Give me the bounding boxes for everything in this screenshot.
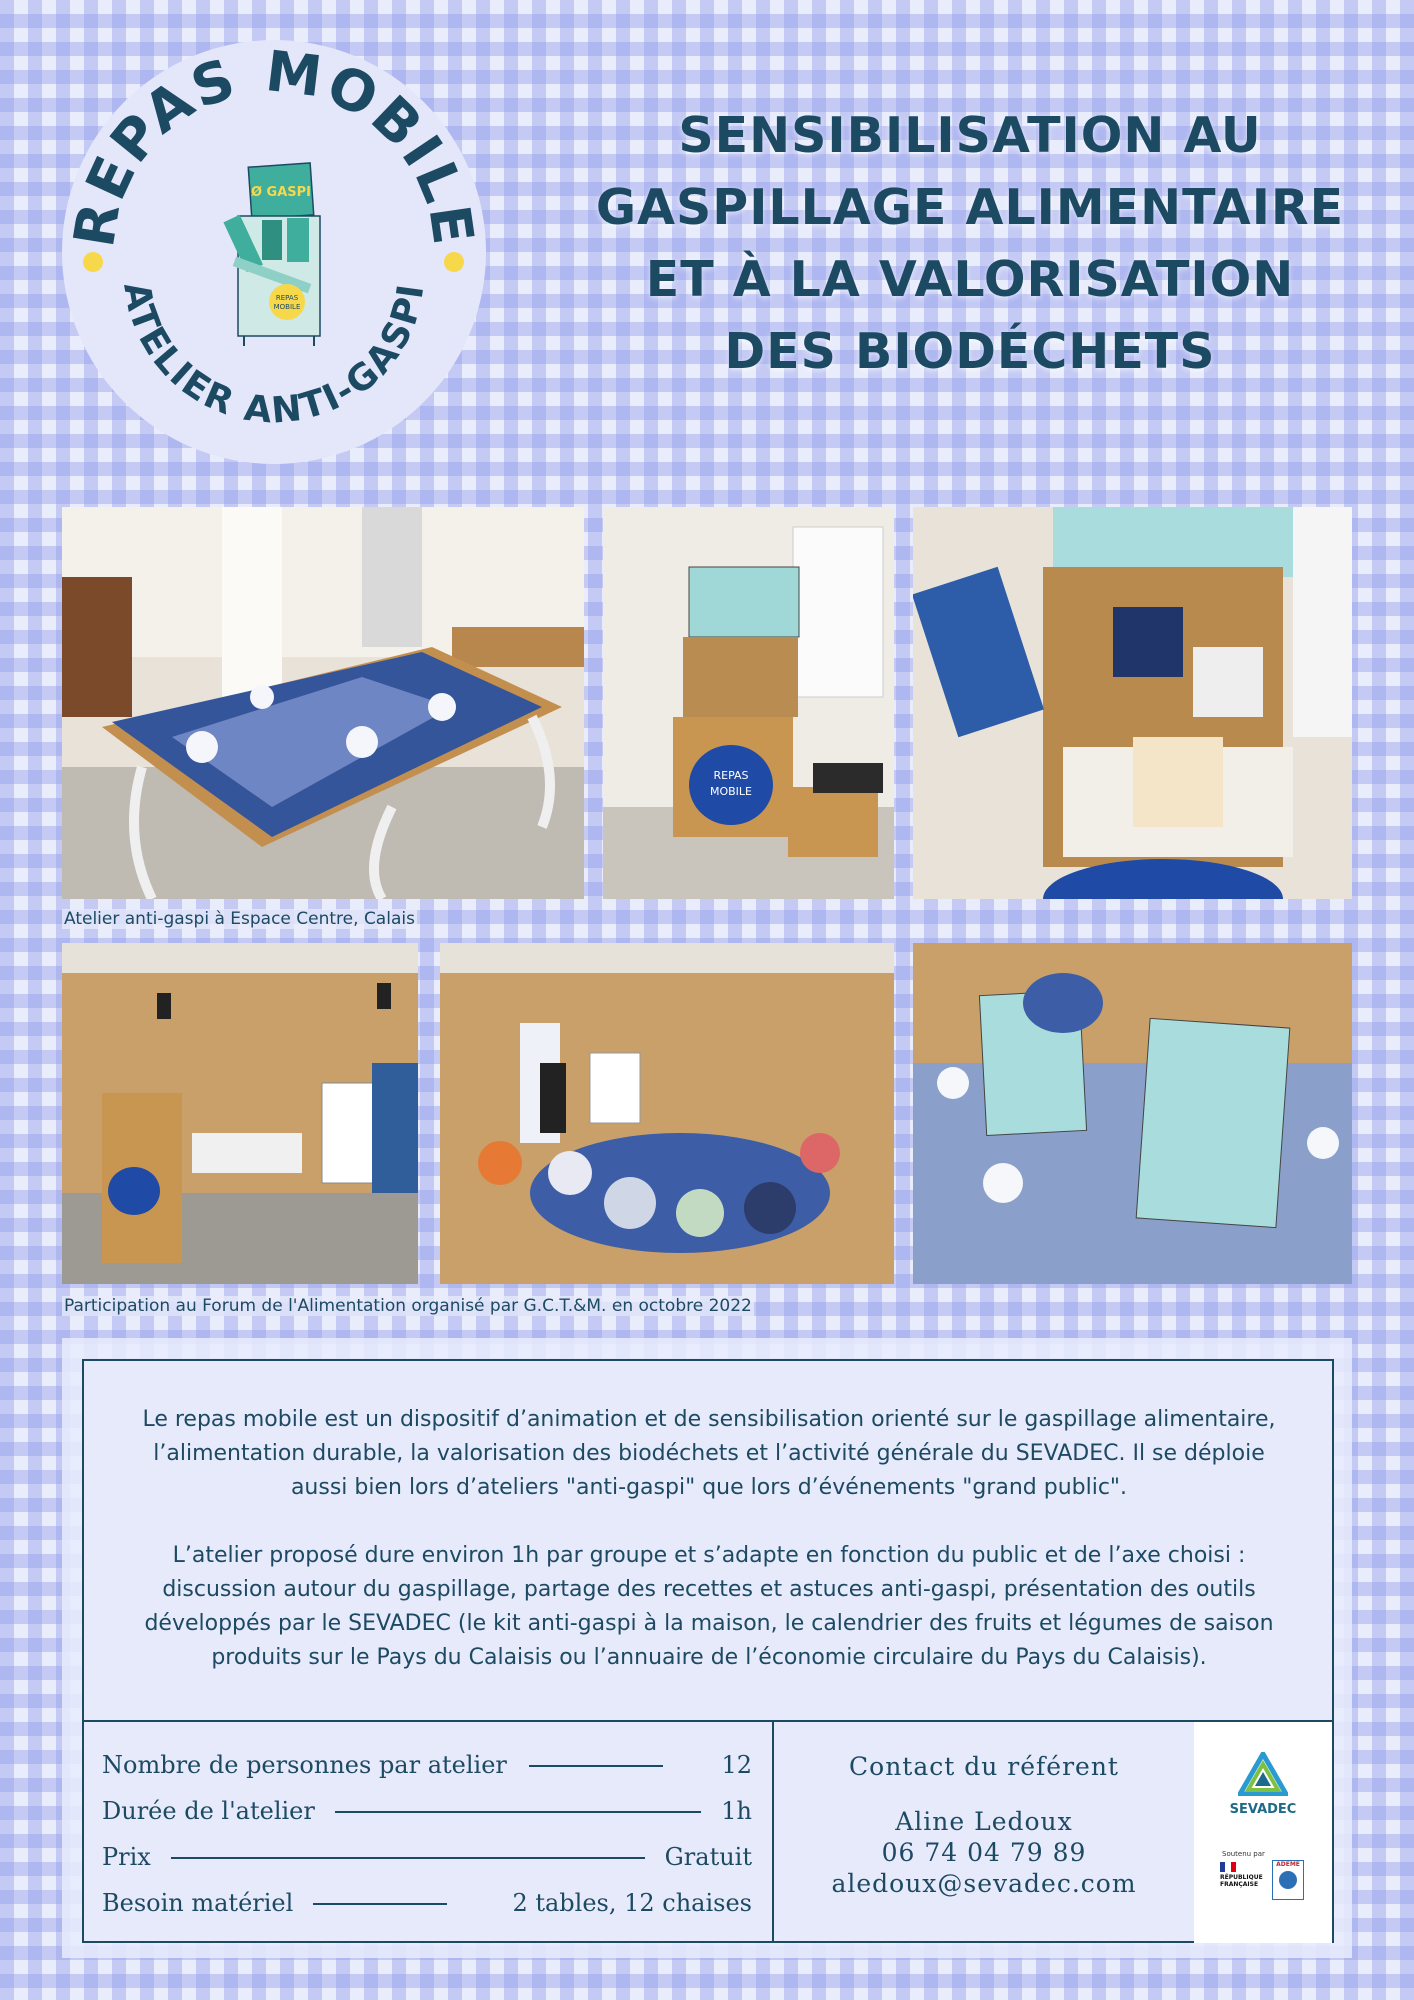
spec-leader-line: [335, 1811, 701, 1813]
contact-email[interactable]: aledoux@sevadec.com: [831, 1869, 1137, 1898]
title-line-2: GASPILLAGE ALIMENTAIRE: [595, 179, 1345, 236]
spec-label: Prix: [102, 1843, 151, 1871]
spec-row-duration: [102, 1791, 752, 1825]
description-paragraph-1: Le repas mobile est un dispositif d’animation et de sensibilisation orienté sur le gaspillage alimentaire, l’alimentation durable, la valorisation des biodéchets et l’activité générale du SEVADEC. Il se déploie aussi bien lors d’ateliers "anti-gaspi" que lors d’événements "grand public".: [142, 1407, 1276, 1500]
contact-phone: 06 74 04 79 89: [881, 1838, 1087, 1867]
ademe-text: ADEME: [1276, 1861, 1300, 1868]
spec-leader-line: [171, 1857, 645, 1859]
photo-forum-hall: [62, 943, 418, 1284]
caption-row-1: Atelier anti-gaspi à Espace Centre, Calais: [64, 909, 415, 929]
photo-forum-table-signs: [913, 943, 1352, 1284]
republique-francaise-text: RÉPUBLIQUE FRANÇAISE: [1220, 1874, 1263, 1888]
logo-dot-left: [83, 252, 103, 272]
title-line-3: ET À LA VALORISATION: [645, 251, 1295, 308]
logo-bottom-text: ATELIER ANTI-GASPI: [115, 279, 433, 432]
description-paragraph-2: L’atelier proposé dure environ 1h par groupe et s’adapte en fonction du public et de l’axe choisi : discussion autour du gaspillage, partage des recettes et astuces anti-gaspi, présentation des outils développés par le SEVADEC (le kit anti-gaspi à la maison, le calendrier des fruits et légumes de saison produits sur le Pays du Calaisis ou l’annuaire de l’économie circulaire du Pays du Calaisis).: [144, 1543, 1274, 1670]
spec-leader-line: [529, 1765, 663, 1767]
partner-logos: [1194, 1722, 1332, 1943]
spec-label: Nombre de personnes par atelier: [102, 1751, 507, 1779]
spec-value: 1h: [721, 1797, 752, 1825]
photo-forum-children: [440, 943, 894, 1284]
spec-label: Besoin matériel: [102, 1889, 294, 1917]
sevadec-icon: [1238, 1752, 1288, 1796]
contact-name: Aline Ledoux: [895, 1807, 1073, 1836]
logo-top-text: REPAS MOBILE: [62, 40, 486, 252]
republique-francaise-logo: [1220, 1862, 1264, 1888]
contact-title: Contact du référent: [849, 1752, 1119, 1781]
bin-sign-text: Ø GASPI: [250, 185, 312, 200]
info-box: [82, 1359, 1334, 1943]
sevadec-logo: [1216, 1752, 1310, 1817]
sevadec-name: SEVADEC: [1229, 1802, 1297, 1817]
compost-bin-icon: [223, 163, 320, 346]
photo-cart-display-closeup: [913, 507, 1352, 899]
svg-text:MOBILE: MOBILE: [709, 785, 753, 798]
spec-value: Gratuit: [664, 1843, 752, 1871]
ademe-globe-icon: [1279, 1871, 1297, 1889]
page-title: [560, 100, 1380, 388]
french-flag-icon: [1220, 1862, 1236, 1872]
spec-label: Durée de l'atelier: [102, 1797, 315, 1825]
logo-graphic: [62, 40, 486, 464]
soutenu-par-label: Soutenu par: [1222, 1850, 1265, 1858]
spec-value: 12: [721, 1751, 752, 1779]
description: [124, 1403, 1294, 1675]
photo-repas-mobile-cart: [603, 507, 894, 899]
spec-leader-line: [313, 1903, 447, 1905]
svg-text:REPAS: REPAS: [713, 769, 749, 782]
photo-table-setting: [62, 507, 584, 899]
logo-dot-right: [444, 252, 464, 272]
svg-text:REPAS: REPAS: [275, 294, 299, 302]
spec-row-equipment: [102, 1883, 752, 1917]
repas-mobile-logo: [62, 40, 486, 464]
contact-block: [774, 1720, 1194, 1898]
ademe-logo: [1272, 1860, 1304, 1900]
spec-row-participants: [102, 1745, 752, 1779]
caption-row-2: Participation au Forum de l'Alimentation organisé par G.C.T.&M. en octobre 2022: [64, 1296, 752, 1316]
spec-row-price: [102, 1837, 752, 1871]
title-line-4: DES BIODÉCHETS: [724, 323, 1216, 380]
spec-value: 2 tables, 12 chaises: [512, 1889, 752, 1917]
title-line-1: SENSIBILISATION AU: [678, 107, 1262, 164]
svg-text:MOBILE: MOBILE: [273, 303, 301, 311]
